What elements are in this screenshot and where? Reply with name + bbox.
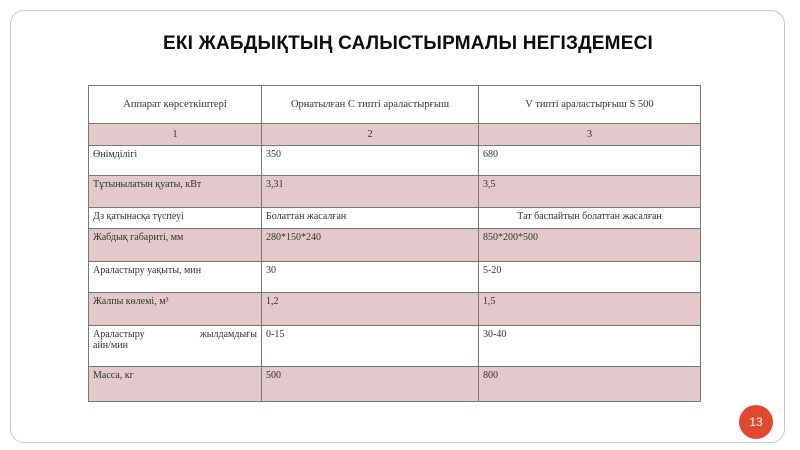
column-number-cell: 2 <box>262 124 479 146</box>
v-type-value: 30-40 <box>479 326 701 367</box>
table-header-row <box>89 86 701 124</box>
row-label <box>89 326 262 367</box>
column-number-cell: 3 <box>479 124 701 146</box>
column-number-cell: 1 <box>89 124 262 146</box>
c-type-value: 0-15 <box>262 326 479 367</box>
table-row <box>89 293 701 326</box>
row-label: Жалпы көлемі, м³ <box>89 293 262 326</box>
c-type-value: 30 <box>262 262 479 293</box>
row-label-line: Араластыру жылдамдығы <box>93 329 257 340</box>
row-label: Өнімділігі <box>89 146 262 176</box>
table-row <box>89 262 701 293</box>
v-type-value: 5-20 <box>479 262 701 293</box>
row-label: Араластыру уақыты, мин <box>89 262 262 293</box>
column-number-row <box>89 124 701 146</box>
c-type-value: Болаттан жасалған <box>262 208 479 229</box>
c-type-value: 1,2 <box>262 293 479 326</box>
v-type-value: 3,5 <box>479 176 701 208</box>
header-cell: Орнатылған С типті араластырғыш <box>262 86 479 124</box>
c-type-value: 280*150*240 <box>262 229 479 262</box>
v-type-value: 1,5 <box>479 293 701 326</box>
table-row <box>89 326 701 367</box>
row-label: Жабдық габариті, мм <box>89 229 262 262</box>
row-label-line: айн/мин <box>93 340 128 351</box>
header-cell: V типті араластырғыш S 500 <box>479 86 701 124</box>
slide-title: ЕКІ ЖАБДЫҚТЫҢ САЛЫСТЫРМАЛЫ НЕГІЗДЕМЕСІ <box>163 33 653 54</box>
v-type-value: Тат баспайтын болаттан жасалған <box>479 208 701 229</box>
table-row <box>89 367 701 402</box>
row-label: Тұтынылатын қуаты, кВт <box>89 176 262 208</box>
v-type-value: 850*200*500 <box>479 229 701 262</box>
comparison-table <box>88 85 701 402</box>
row-label: Масса, кг <box>89 367 262 402</box>
c-type-value: 350 <box>262 146 479 176</box>
v-type-value: 800 <box>479 367 701 402</box>
table-row <box>89 146 701 176</box>
c-type-value: 500 <box>262 367 479 402</box>
table-row <box>89 176 701 208</box>
v-type-value: 680 <box>479 146 701 176</box>
c-type-value: 3,31 <box>262 176 479 208</box>
page-number-badge: 13 <box>739 405 773 439</box>
table-row <box>89 208 701 229</box>
table-row <box>89 229 701 262</box>
row-label: Дз қатынасқа түспеуі <box>89 208 262 229</box>
header-cell: Аппарат көрсеткіштері <box>89 86 262 124</box>
